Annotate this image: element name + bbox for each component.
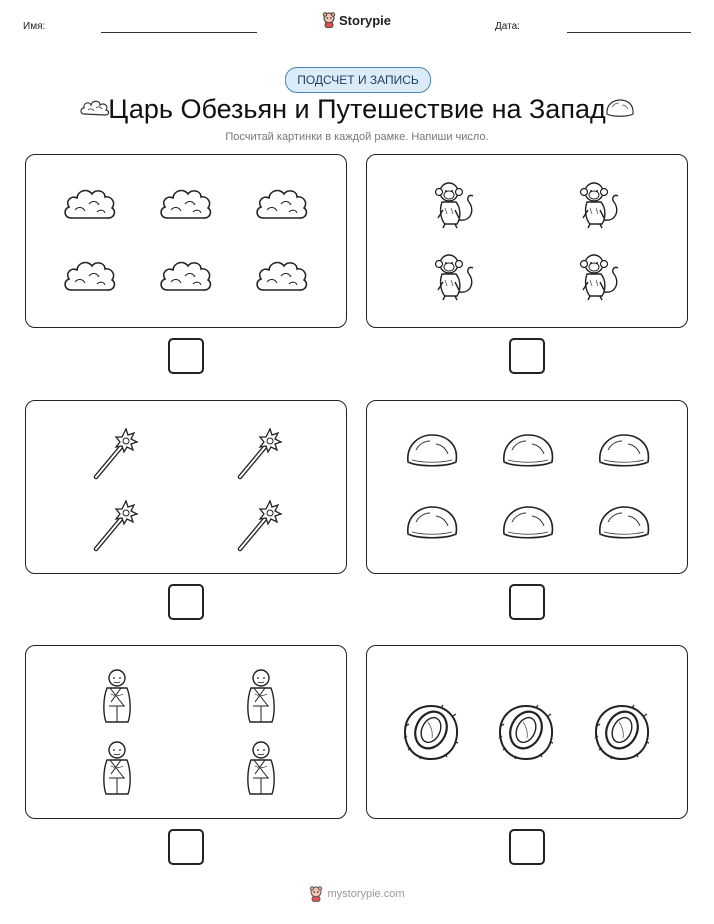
answer-box-buns[interactable] [509, 584, 545, 620]
name-label: Имя: [23, 21, 46, 32]
answer-box-monks[interactable] [168, 829, 204, 865]
count-panel-monkeys [366, 154, 688, 328]
brand-name: Storypie [339, 12, 392, 28]
count-panel-clouds [25, 154, 347, 328]
answer-box-staffs[interactable] [168, 584, 204, 620]
answer-box-monkeys[interactable] [509, 338, 545, 374]
peach-bun-icon [500, 430, 556, 470]
activity-badge: ПОДСЧЕТ И ЗАПИСЬ [285, 67, 431, 93]
coconut-icon [401, 702, 461, 762]
peach-bun-icon [604, 96, 636, 120]
monk-icon [97, 738, 137, 798]
cloud-icon [253, 184, 309, 224]
monkey-icon [574, 180, 624, 230]
date-label: Дата: [495, 21, 520, 32]
golden-staff-icon [234, 495, 284, 555]
cloud-icon [61, 184, 117, 224]
monk-icon [241, 666, 281, 726]
instructions: Посчитай картинки в каждой рамке. Напиши число. [225, 131, 489, 143]
monkey-icon [429, 180, 479, 230]
monkey-icon [574, 252, 624, 302]
golden-staff-icon [90, 423, 140, 483]
peach-bun-icon [596, 502, 652, 542]
answer-box-coconuts[interactable] [509, 829, 545, 865]
monk-icon [97, 666, 137, 726]
peach-bun-icon [500, 502, 556, 542]
count-panel-buns [366, 400, 688, 574]
cloud-icon [157, 184, 213, 224]
golden-staff-icon [90, 495, 140, 555]
cloud-icon [253, 256, 309, 296]
storypie-mascot-icon [309, 886, 323, 902]
date-line[interactable] [567, 32, 691, 33]
coconut-icon [496, 702, 556, 762]
monk-icon [241, 738, 281, 798]
peach-bun-icon [404, 430, 460, 470]
name-line[interactable] [101, 32, 257, 33]
brand-logo [322, 12, 391, 28]
count-panel-coconuts [366, 645, 688, 819]
peach-bun-icon [404, 502, 460, 542]
storypie-mascot-icon [322, 12, 336, 28]
count-panel-monks [25, 645, 347, 819]
footer-url[interactable]: mystorypie.com [327, 888, 405, 900]
cloud-icon [61, 256, 117, 296]
coconut-icon [592, 702, 652, 762]
peach-bun-icon [596, 430, 652, 470]
cloud-icon [157, 256, 213, 296]
count-panel-staffs [25, 400, 347, 574]
golden-staff-icon [234, 423, 284, 483]
monkey-icon [429, 252, 479, 302]
answer-box-clouds[interactable] [168, 338, 204, 374]
footer [0, 886, 714, 902]
page-title: Царь Обезьян и Путешествие на Запад [108, 94, 606, 124]
